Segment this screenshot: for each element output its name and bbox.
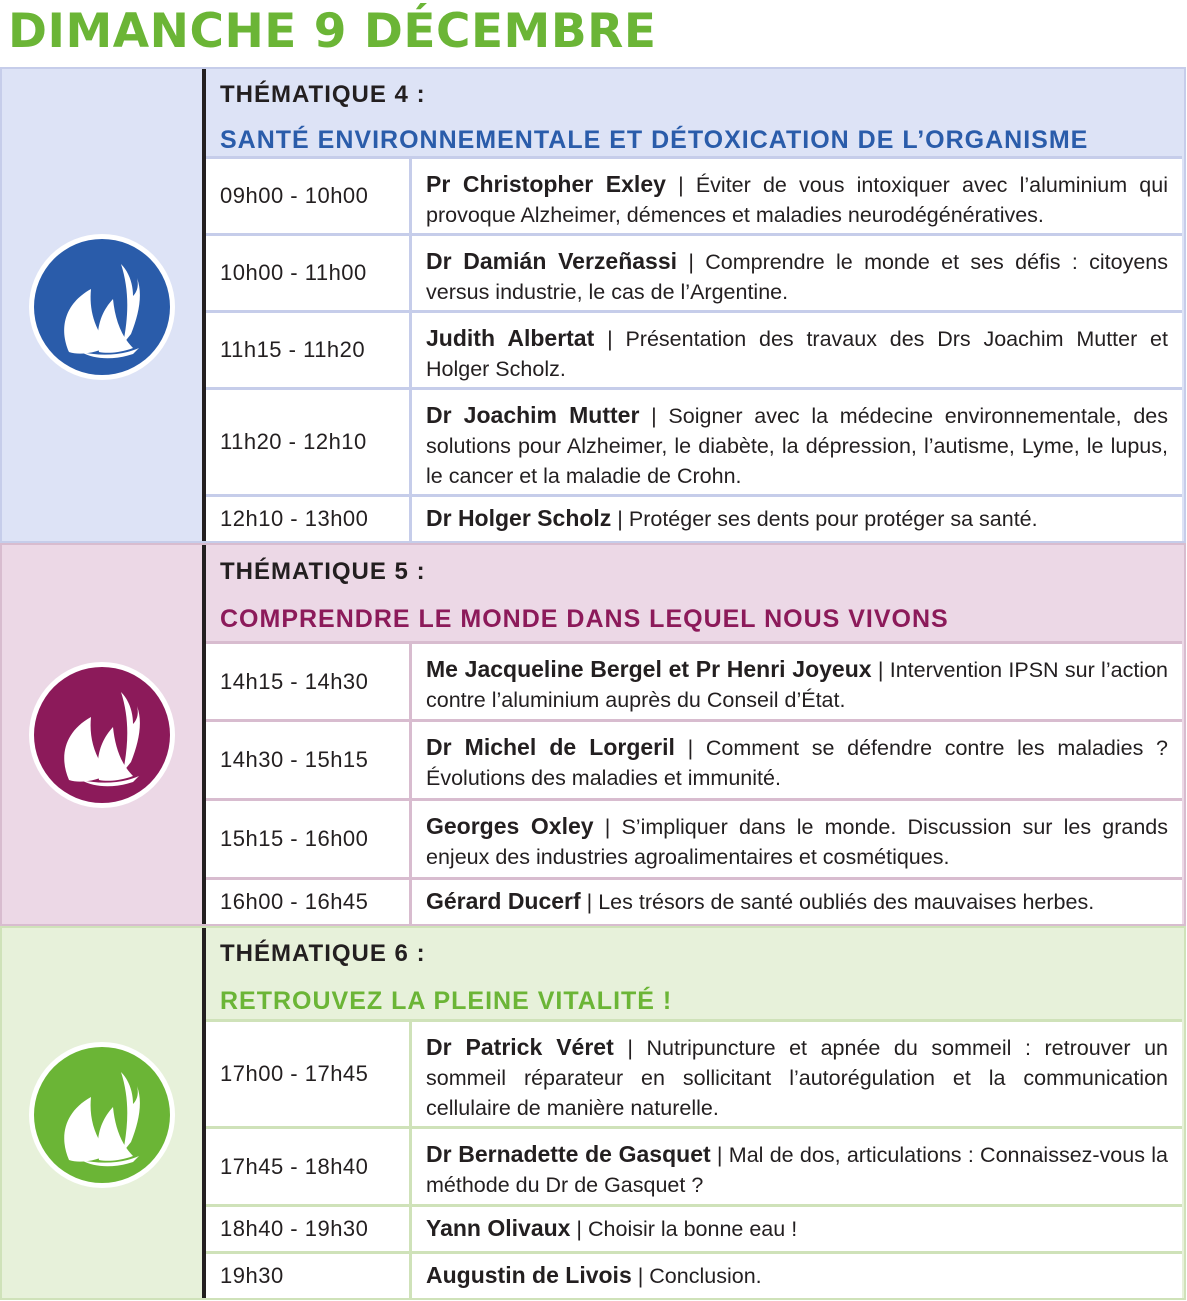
time-cell: 11h15 - 11h20 bbox=[206, 313, 412, 387]
thematique-6-content bbox=[202, 928, 1182, 1298]
description-cell bbox=[412, 880, 1182, 924]
talk-title: Mal de dos, articulations : Connaissez-vous la méthode du Dr de Gasquet ? bbox=[426, 1143, 1168, 1197]
talk-title: Intervention IPSN sur l’action contre l’aluminium auprès du Conseil d’État. bbox=[426, 658, 1168, 712]
leaf-figure-icon bbox=[29, 1042, 175, 1188]
description-cell bbox=[412, 644, 1182, 719]
speaker-name: Dr Patrick Véret bbox=[426, 1034, 614, 1060]
logo-column bbox=[4, 928, 202, 1298]
logo-column bbox=[4, 69, 202, 541]
thematique-label: THÉMATIQUE 6 : bbox=[220, 940, 426, 967]
logo-column bbox=[4, 545, 202, 924]
description-cell bbox=[412, 159, 1182, 233]
schedule-table bbox=[206, 156, 1182, 541]
description-cell bbox=[412, 313, 1182, 387]
table-row bbox=[206, 1204, 1182, 1251]
speaker-name: Gérard Ducerf bbox=[426, 888, 581, 914]
thematique-title: COMPRENDRE LE MONDE DANS LEQUEL NOUS VIVONS bbox=[220, 605, 949, 633]
talk-title: Comment se défendre contre les maladies ? Évolutions des maladies et immunité. bbox=[426, 736, 1168, 790]
talk-title: Comprendre le monde et ses défis : citoyens versus industrie, le cas de l’Argentine. bbox=[426, 250, 1168, 304]
time-cell: 19h30 bbox=[206, 1254, 412, 1298]
talk-title: S’impliquer dans le monde. Discussion sur les grands enjeux des industries agroalimentaires et cosmétiques. bbox=[426, 815, 1168, 869]
separator: | bbox=[710, 1143, 729, 1167]
speaker-name: Dr Michel de Lorgeril bbox=[426, 734, 675, 760]
thematique-title: RETROUVEZ LA PLEINE VITALITÉ ! bbox=[220, 987, 673, 1015]
table-row bbox=[206, 387, 1182, 494]
table-row bbox=[206, 310, 1182, 387]
separator: | bbox=[580, 890, 599, 914]
separator: | bbox=[639, 404, 669, 428]
schedule-table bbox=[206, 1019, 1182, 1298]
thematique-4-section bbox=[0, 67, 1186, 543]
separator: | bbox=[593, 815, 622, 839]
time-cell: 18h40 - 19h30 bbox=[206, 1207, 412, 1251]
time-cell: 15h15 - 16h00 bbox=[206, 801, 412, 877]
description-cell bbox=[412, 497, 1182, 541]
description-cell bbox=[412, 390, 1182, 494]
table-row bbox=[206, 719, 1182, 798]
day-title: DIMANCHE 9 DÉCEMBRE bbox=[8, 4, 657, 59]
description-cell bbox=[412, 1022, 1182, 1126]
separator: | bbox=[674, 736, 706, 760]
talk-title: Les trésors de santé oubliés des mauvaises herbes. bbox=[598, 890, 1095, 914]
speaker-name: Judith Albertat bbox=[426, 325, 595, 351]
leaf-figure-icon bbox=[29, 234, 175, 380]
time-cell: 16h00 - 16h45 bbox=[206, 880, 412, 924]
table-row bbox=[206, 494, 1182, 541]
speaker-name: Pr Christopher Exley bbox=[426, 171, 666, 197]
thematique-5-section bbox=[0, 543, 1186, 926]
separator: | bbox=[631, 1264, 650, 1288]
talk-title: Conclusion. bbox=[649, 1264, 762, 1288]
separator: | bbox=[871, 658, 890, 682]
speaker-name: Georges Oxley bbox=[426, 813, 594, 839]
description-cell bbox=[412, 1254, 1182, 1298]
description-cell bbox=[412, 1207, 1182, 1251]
time-cell: 09h00 - 10h00 bbox=[206, 159, 412, 233]
time-cell: 14h15 - 14h30 bbox=[206, 644, 412, 719]
thematique-label: THÉMATIQUE 4 : bbox=[220, 81, 426, 108]
time-cell: 17h45 - 18h40 bbox=[206, 1129, 412, 1204]
speaker-name: Dr Joachim Mutter bbox=[426, 402, 640, 428]
separator: | bbox=[613, 1036, 647, 1060]
table-row bbox=[206, 1251, 1182, 1298]
time-cell: 12h10 - 13h00 bbox=[206, 497, 412, 541]
talk-title: Présentation des travaux des Drs Joachim Mutter et Holger Scholz. bbox=[426, 327, 1168, 381]
schedule-table bbox=[206, 641, 1182, 924]
table-row bbox=[206, 877, 1182, 924]
time-cell: 17h00 - 17h45 bbox=[206, 1022, 412, 1126]
description-cell bbox=[412, 236, 1182, 310]
talk-title: Nutripuncture et apnée du sommeil : retrouver un sommeil réparateur en sollicitant l’autorégulation et la communication cellulaire de manière naturelle. bbox=[426, 1036, 1169, 1120]
separator: | bbox=[594, 327, 626, 351]
separator: | bbox=[570, 1217, 588, 1241]
separator: | bbox=[665, 173, 696, 197]
table-row bbox=[206, 641, 1182, 719]
speaker-name: Me Jacqueline Bergel et Pr Henri Joyeux bbox=[426, 656, 872, 682]
description-cell bbox=[412, 1129, 1182, 1204]
thematique-4-content bbox=[202, 69, 1182, 541]
table-row bbox=[206, 156, 1182, 233]
thematique-title: SANTÉ ENVIRONNEMENTALE ET DÉTOXICATION DE L’ORGANISME bbox=[220, 126, 1089, 154]
time-cell: 14h30 - 15h15 bbox=[206, 722, 412, 798]
table-row bbox=[206, 233, 1182, 310]
speaker-name: Dr Damián Verzeñassi bbox=[426, 248, 678, 274]
talk-title: Choisir la bonne eau ! bbox=[588, 1217, 798, 1241]
thematique-6-section bbox=[0, 926, 1186, 1300]
time-cell: 11h20 - 12h10 bbox=[206, 390, 412, 494]
talk-title: Protéger ses dents pour protéger sa santé. bbox=[628, 507, 1038, 531]
speaker-name: Augustin de Livois bbox=[426, 1262, 632, 1288]
speaker-name: Yann Olivaux bbox=[426, 1215, 571, 1241]
table-row bbox=[206, 1126, 1182, 1204]
thematique-5-content bbox=[202, 545, 1182, 924]
description-cell bbox=[412, 722, 1182, 798]
time-cell: 10h00 - 11h00 bbox=[206, 236, 412, 310]
table-row bbox=[206, 798, 1182, 877]
table-row bbox=[206, 1019, 1182, 1126]
separator: | bbox=[677, 250, 706, 274]
speaker-name: Dr Bernadette de Gasquet bbox=[426, 1141, 711, 1167]
leaf-figure-icon bbox=[29, 662, 175, 808]
thematique-label: THÉMATIQUE 5 : bbox=[220, 558, 426, 585]
talk-title: Éviter de vous intoxiquer avec l’aluminium qui provoque Alzheimer, démences et maladies neurodégénératives. bbox=[426, 173, 1168, 227]
talk-title: Soigner avec la médecine environnementale, des solutions pour Alzheimer, le diabète, la dépression, l’autisme, Lyme, le lupus, le cancer et la maladie de Crohn. bbox=[426, 404, 1168, 488]
speaker-name: Dr Holger Scholz bbox=[426, 505, 612, 531]
separator: | bbox=[611, 507, 629, 531]
description-cell bbox=[412, 801, 1182, 877]
